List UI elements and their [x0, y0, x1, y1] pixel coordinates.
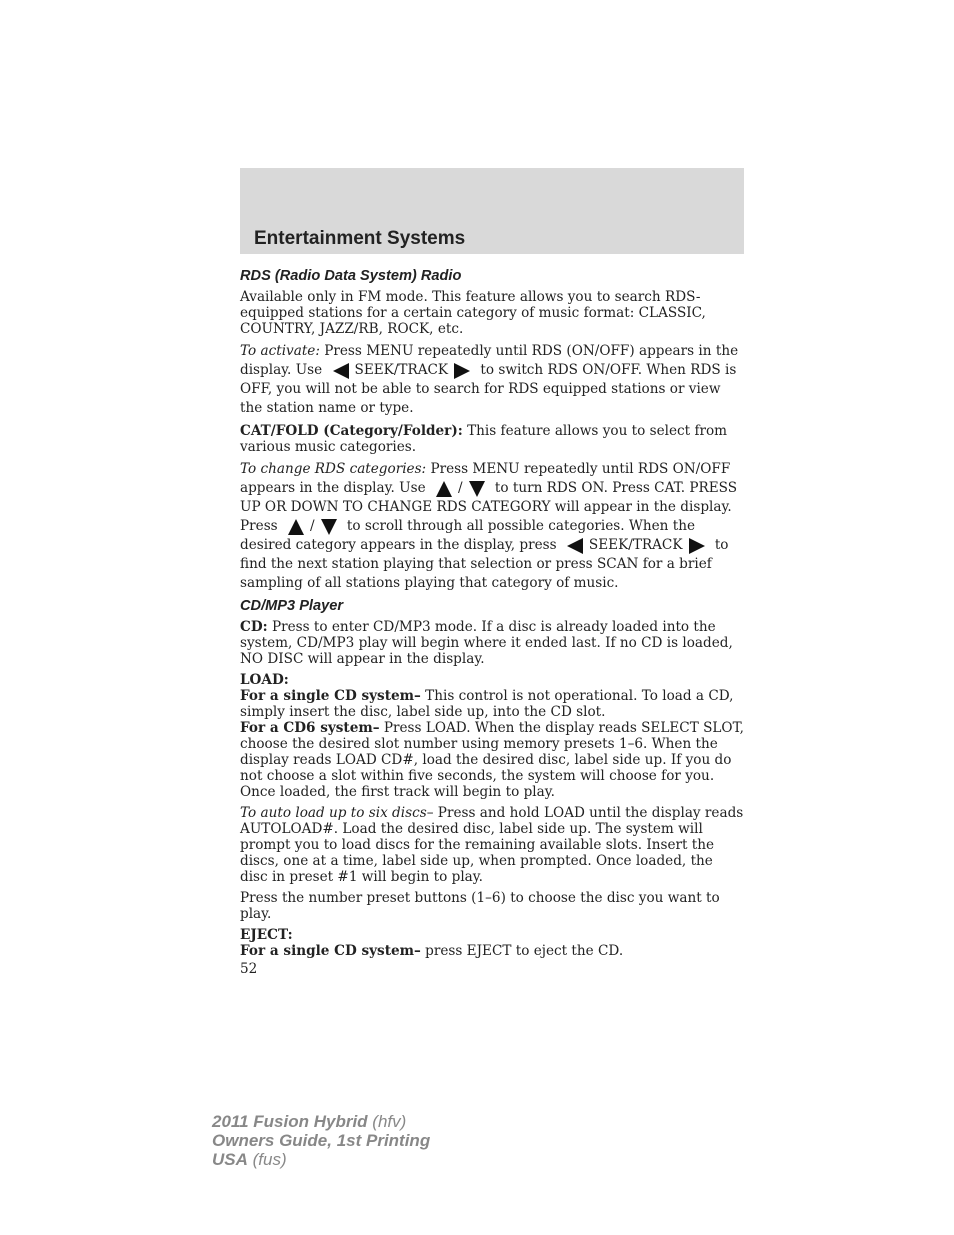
slash-2: / — [309, 518, 315, 534]
section-title: Entertainment Systems — [254, 228, 466, 249]
eject-label: EJECT: — [240, 927, 293, 943]
load-cd6-paragraph — [240, 720, 744, 800]
seek-left-icon — [567, 538, 583, 554]
footer-model: 2011 Fusion Hybrid — [212, 1112, 368, 1131]
cd6-label: For a CD6 system– — [240, 720, 380, 736]
catfold-text: This feature allows you to select from various music categories. — [240, 423, 728, 455]
rds-activate-paragraph — [240, 342, 744, 418]
cd6-text: Press LOAD. When the display reads SELECT SLOT, choose the desired slot number using memory presets 1–6. When the display reads LOAD CD#, load the desired disc, label side up. If you do not choose a slot within five seconds, the system will choose for you. Once loaded, the first track will begin to play. — [240, 720, 744, 800]
activate-text-2: to switch RDS ON/OFF. When RDS is OFF, you will not be able to search for RDS equipped stations or view the station name or type. — [240, 362, 737, 416]
up-arrow-icon — [436, 481, 452, 497]
page-number: 52 — [240, 961, 258, 977]
single-cd-text: This control is not operational. To load a CD, simply insert the disc, label side up, into the CD slot. — [240, 688, 734, 720]
change-text-3: to scroll through all possible categories. When the desired category appears in the display, press — [240, 518, 696, 553]
rds-change-paragraph — [240, 460, 744, 593]
document-footer — [212, 1112, 430, 1169]
footer-guide: Owners Guide, 1st Printing — [212, 1131, 431, 1150]
autoload-paragraph — [240, 805, 744, 885]
footer-market: USA — [212, 1150, 248, 1169]
down-arrow-icon — [469, 481, 485, 497]
change-text-4: to find the next station playing that selection or press SCAN for a brief sampling of all stations playing that category of music. — [240, 537, 729, 591]
preset-paragraph: Press the number preset buttons (1–6) to choose the disc you want to play. — [240, 890, 720, 922]
seek-track-label: SEEK/TRACK — [588, 537, 683, 553]
single-cd-label: For a single CD system– — [240, 688, 421, 704]
rds-intro: Available only in FM mode. This feature allows you to search RDS-equipped stations for a certain category of music format: CLASSIC, COUNTRY, JAZZ/RB, ROCK, etc. — [240, 289, 706, 337]
section-header-band — [240, 168, 744, 254]
cd-heading: CD/MP3 Player — [240, 598, 344, 614]
slash-1: / — [457, 480, 463, 496]
footer-market-code: (fus) — [247, 1150, 287, 1169]
footer-line-3 — [212, 1150, 430, 1169]
load-label: LOAD: — [240, 672, 289, 688]
seek-right-icon — [454, 363, 470, 379]
activate-text-1: Press MENU repeatedly until RDS (ON/OFF) appears in the display. Use — [240, 343, 739, 378]
cd-text: Press to enter CD/MP3 mode. If a disc is already loaded into the system, CD/MP3 play will begin where it ended last. If no CD is loaded, NO DISC will appear in the display. — [240, 619, 733, 667]
footer-line-1 — [212, 1112, 430, 1131]
activate-label: To activate: — [240, 343, 320, 359]
down-arrow-icon — [321, 519, 337, 535]
change-label: To change RDS categories: — [240, 461, 427, 477]
rds-heading: RDS (Radio Data System) Radio — [240, 268, 462, 284]
autoload-label: To auto load up to six discs — [240, 805, 427, 821]
seek-left-icon — [333, 363, 349, 379]
eject-single-text: press EJECT to eject the CD. — [420, 943, 624, 959]
up-arrow-icon — [288, 519, 304, 535]
change-text-2: to turn RDS ON. Press CAT. PRESS UP OR DOWN TO CHANGE RDS CATEGORY will appear in the display. Press — [240, 480, 738, 534]
catfold-label: CAT/FOLD (Category/Folder): — [240, 423, 463, 439]
page-content — [240, 266, 744, 977]
eject-single-label: For a single CD system– — [240, 943, 421, 959]
catfold-paragraph — [240, 423, 744, 455]
change-text-1: Press MENU repeatedly until RDS ON/OFF appears in the display. Use — [240, 461, 731, 496]
footer-model-code: (hfv) — [367, 1112, 407, 1131]
cd-label: CD: — [240, 619, 268, 635]
autoload-text: – Press and hold LOAD until the display reads AUTOLOAD#. Load the desired disc, label side up. The system will prompt you to load discs for the remaining available slots. Insert the discs, one at a time, label side up, when prompted. Once loaded, the disc in preset #1 will begin to play. — [240, 805, 744, 885]
seek-right-icon — [689, 538, 705, 554]
eject-single-paragraph — [240, 943, 744, 959]
seek-track-label: SEEK/TRACK — [354, 362, 449, 378]
load-single-paragraph — [240, 688, 744, 720]
footer-line-2 — [212, 1131, 430, 1150]
cd-paragraph — [240, 619, 744, 667]
